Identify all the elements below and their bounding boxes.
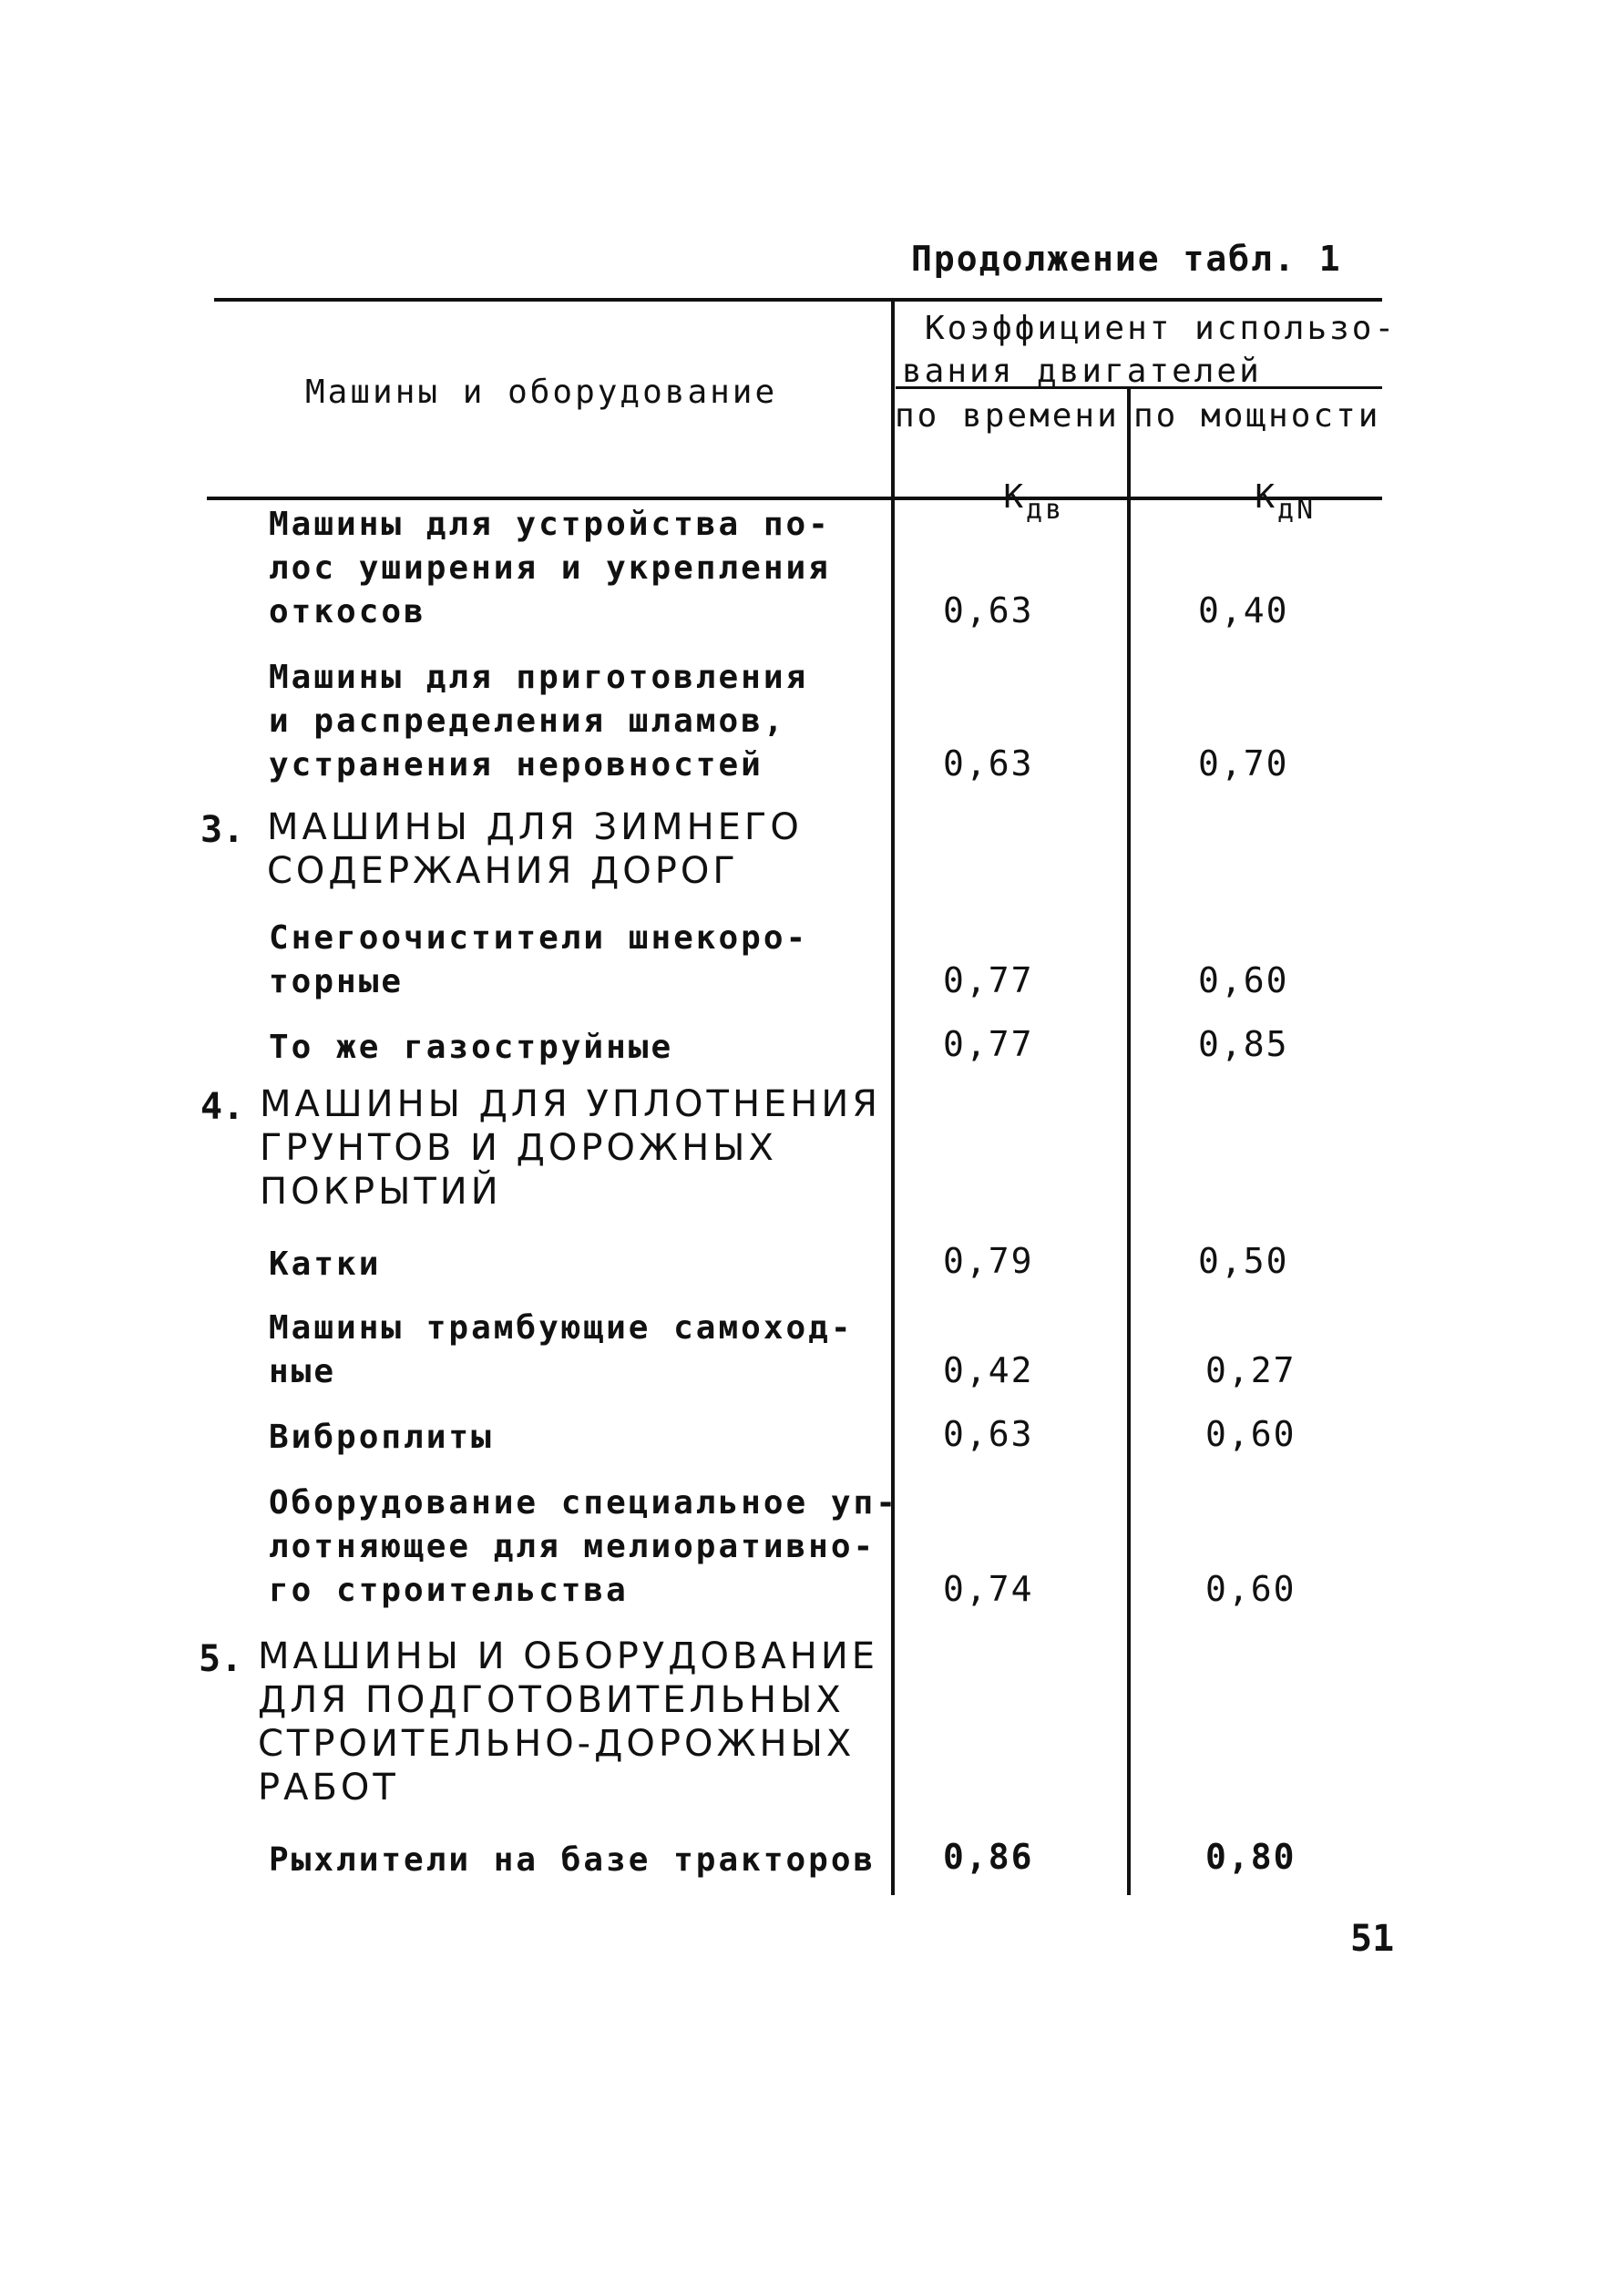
row-label: Снегоочистители шнекоро- торные (269, 919, 809, 1000)
section-number: 4. (200, 1086, 245, 1128)
value-time: 0,74 (943, 1569, 1034, 1609)
value-power: 0,40 (1198, 590, 1289, 630)
value-time: 0,86 (943, 1837, 1034, 1877)
header-power-label: по мощности (1133, 397, 1381, 435)
section-heading: МАШИНЫ И ОБОРУДОВАНИЕ ДЛЯ ПОДГОТОВИТЕЛЬНЫХ СТРОИТЕЛЬНО-ДОРОЖНЫХ РАБОТ (258, 1635, 879, 1809)
row-label: То же газоструйные (269, 1029, 674, 1066)
header-group-line-2: вания двигателей (902, 353, 1262, 390)
header-bottom-rule (207, 497, 1382, 500)
value-time: 0,63 (943, 590, 1034, 630)
header-group-line-1: Коэффициент использо- (925, 310, 1398, 347)
value-power: 0,60 (1198, 960, 1289, 1000)
section-number: 3. (200, 809, 245, 851)
time-symbol-subscript: дв (1026, 494, 1065, 526)
section-heading: МАШИНЫ ДЛЯ УПЛОТНЕНИЯ ГРУНТОВ И ДОРОЖНЫХ ПОКРЫТИЙ (260, 1083, 882, 1213)
row-label: Машины для приготовления и распределения шламов, устранения неровностей (269, 659, 809, 784)
value-time: 0,79 (943, 1241, 1034, 1281)
value-power: 0,60 (1205, 1414, 1296, 1454)
section-number: 5. (199, 1638, 243, 1680)
row-label: Оборудование специальное уп- лотняющее для мелиоративно- го строительства (269, 1484, 898, 1609)
header-time-symbol (958, 441, 1065, 526)
header-machines: Машины и оборудование (305, 374, 778, 411)
page-number: 51 (1350, 1918, 1395, 1960)
value-power: 0,50 (1198, 1241, 1289, 1281)
column-divider-2 (1127, 389, 1131, 1895)
column-divider-1 (891, 301, 895, 1895)
row-label: Виброплиты (269, 1419, 494, 1456)
header-power-symbol (1210, 441, 1317, 526)
row-label: Машины для устройства по- лос уширения и укрепления откосов (269, 506, 831, 630)
value-power: 0,80 (1205, 1837, 1296, 1877)
value-time: 0,77 (943, 960, 1034, 1000)
row-label: Машины трамбующие самоход- ные (269, 1309, 854, 1390)
time-symbol: К (1003, 478, 1027, 516)
header-time-label: по времени (895, 397, 1120, 435)
value-time: 0,63 (943, 743, 1034, 784)
row-label: Катки (269, 1245, 382, 1283)
table-caption: Продолжение табл. 1 (911, 239, 1342, 279)
value-power: 0,70 (1198, 743, 1289, 784)
value-time: 0,63 (943, 1414, 1034, 1454)
value-power: 0,27 (1205, 1350, 1296, 1390)
value-power: 0,60 (1205, 1569, 1296, 1609)
value-power: 0,85 (1198, 1024, 1289, 1064)
power-symbol: К (1255, 478, 1278, 516)
power-symbol-subscript: дN (1277, 494, 1317, 526)
value-time: 0,77 (943, 1024, 1034, 1064)
row-label: Рыхлители на базе тракторов (269, 1841, 876, 1879)
value-time: 0,42 (943, 1350, 1034, 1390)
section-heading: МАШИНЫ ДЛЯ ЗИМНЕГО СОДЕРЖАНИЯ ДОРОГ (267, 806, 803, 892)
table-top-rule (214, 298, 1382, 302)
